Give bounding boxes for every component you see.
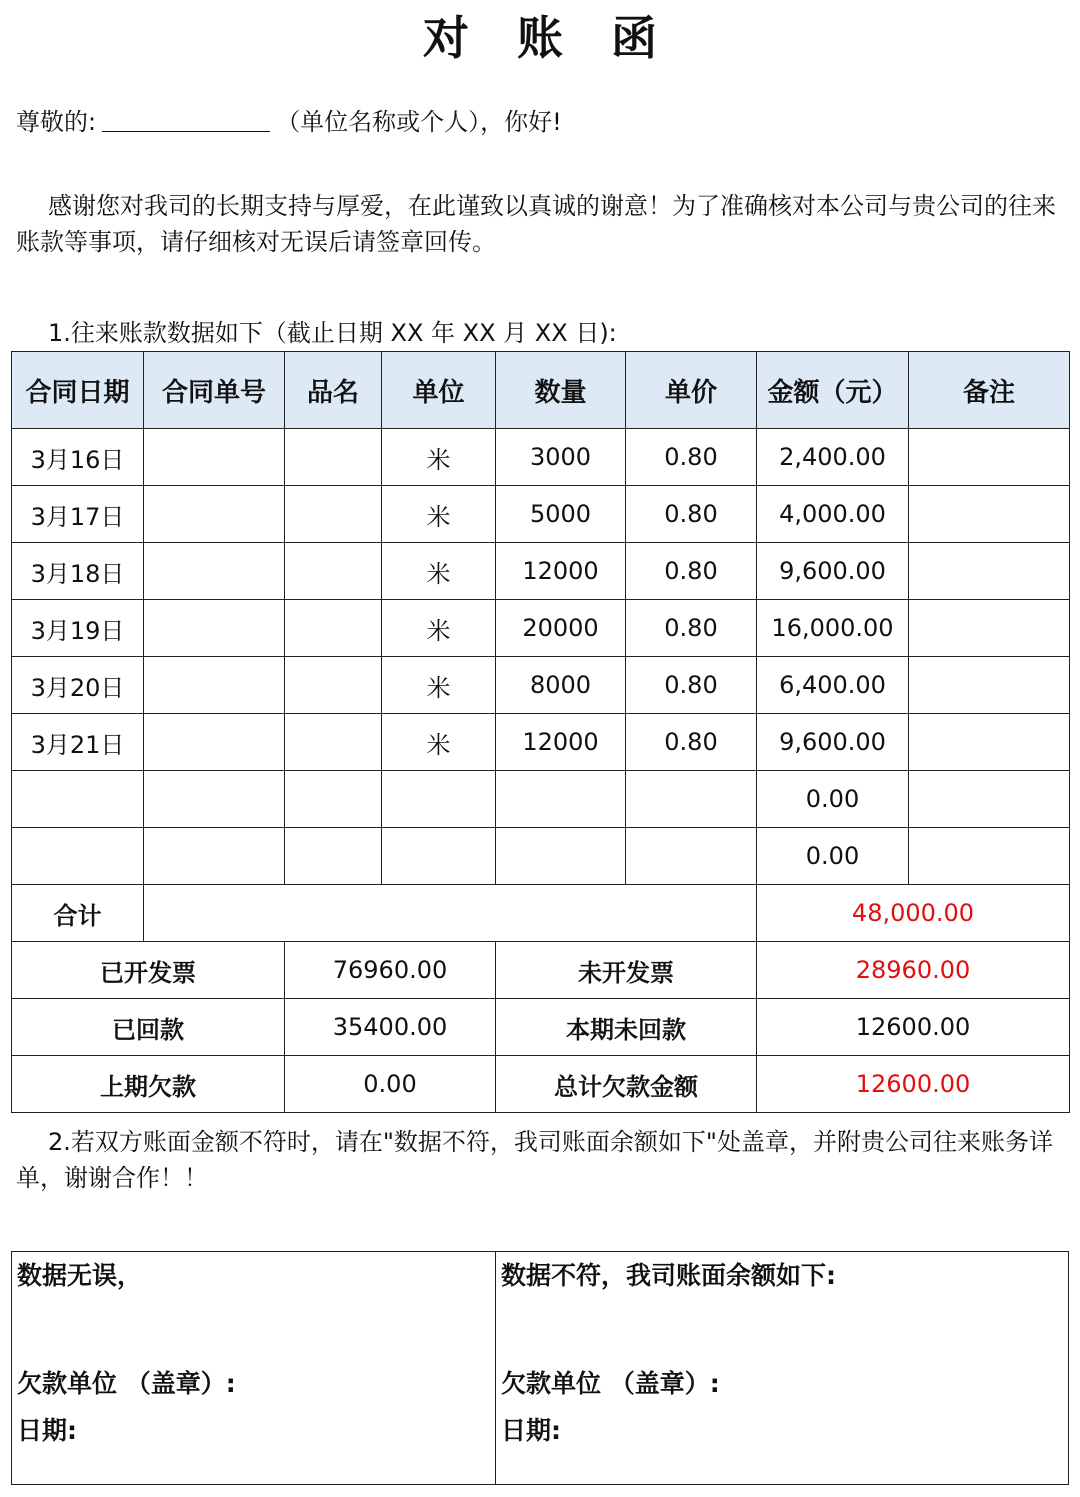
header-unit: 单位	[382, 352, 496, 429]
recipient-blank[interactable]	[102, 106, 270, 132]
cell-remarks	[909, 714, 1070, 771]
cell-unit-price: 0.80	[626, 486, 757, 543]
greeting-suffix: （单位名称或个人），你好!	[276, 108, 562, 136]
cell-product-name	[285, 657, 382, 714]
header-amount: 金额（元）	[757, 352, 909, 429]
correct-heading: 数据无误，	[17, 1261, 143, 1290]
cell-remarks	[909, 771, 1070, 828]
cell-contract-no	[144, 543, 285, 600]
table-row	[12, 429, 1070, 486]
table-row	[12, 771, 1070, 828]
total-spacer	[144, 885, 757, 942]
cell-quantity: 3000	[496, 429, 626, 486]
total-row	[12, 885, 1070, 942]
invoiced-value: 76960.00	[285, 942, 496, 999]
cell-unit-price: 0.80	[626, 657, 757, 714]
cell-remarks	[909, 543, 1070, 600]
dispute-panel[interactable]	[496, 1252, 1067, 1484]
cell-product-name	[285, 600, 382, 657]
date-label: 日期:	[17, 1416, 77, 1445]
cell-unit-price: 0.80	[626, 714, 757, 771]
table-row	[12, 600, 1070, 657]
cell-amount: 0.00	[757, 771, 909, 828]
cell-quantity: 8000	[496, 657, 626, 714]
cell-product-name	[285, 771, 382, 828]
cell-quantity: 12000	[496, 543, 626, 600]
debtor-seal-label: 欠款单位 （盖章）:	[501, 1369, 720, 1398]
cell-unit	[382, 828, 496, 885]
summary-row	[12, 1056, 1070, 1113]
prior-debt-value: 0.00	[285, 1056, 496, 1113]
unreceived-label: 本期未回款	[496, 999, 757, 1056]
cell-quantity: 12000	[496, 714, 626, 771]
cell-contract-date: 3月17日	[12, 486, 144, 543]
table-header-row	[12, 352, 1070, 429]
debtor-seal-label: 欠款单位 （盖章）:	[17, 1369, 236, 1398]
table-row	[12, 486, 1070, 543]
cell-remarks	[909, 828, 1070, 885]
received-label: 已回款	[12, 999, 285, 1056]
section1-heading: 1.往来账款数据如下（截止日期 XX 年 XX 月 XX 日):	[48, 319, 617, 347]
total-debt-value: 12600.00	[757, 1056, 1070, 1113]
cell-contract-date: 3月20日	[12, 657, 144, 714]
cell-amount: 4,000.00	[757, 486, 909, 543]
cell-contract-date: 3月21日	[12, 714, 144, 771]
greeting-line	[16, 104, 562, 140]
cell-amount: 16,000.00	[757, 600, 909, 657]
signature-box	[11, 1251, 1069, 1485]
cell-unit-price: 0.80	[626, 543, 757, 600]
cell-contract-date: 3月18日	[12, 543, 144, 600]
cell-unit-price: 0.80	[626, 600, 757, 657]
unreceived-value: 12600.00	[757, 999, 1070, 1056]
cell-contract-no	[144, 600, 285, 657]
cell-contract-date	[12, 771, 144, 828]
header-remarks: 备注	[909, 352, 1070, 429]
cell-remarks	[909, 486, 1070, 543]
header-product-name: 品名	[285, 352, 382, 429]
header-quantity: 数量	[496, 352, 626, 429]
date-label: 日期:	[501, 1416, 561, 1445]
cell-contract-no	[144, 828, 285, 885]
total-label: 合计	[12, 885, 144, 942]
ledger-table	[11, 351, 1070, 1113]
cell-amount: 0.00	[757, 828, 909, 885]
cell-contract-no	[144, 429, 285, 486]
cell-unit-price	[626, 828, 757, 885]
received-value: 35400.00	[285, 999, 496, 1056]
cell-quantity	[496, 771, 626, 828]
cell-unit: 米	[382, 714, 496, 771]
cell-unit: 米	[382, 486, 496, 543]
page-title: 对账函	[423, 11, 705, 65]
cell-amount: 9,600.00	[757, 543, 909, 600]
cell-contract-no	[144, 771, 285, 828]
dispute-heading: 数据不符，我司账面余额如下:	[501, 1261, 836, 1290]
cell-remarks	[909, 600, 1070, 657]
cell-quantity: 5000	[496, 486, 626, 543]
header-contract-no: 合同单号	[144, 352, 285, 429]
cell-amount: 9,600.00	[757, 714, 909, 771]
cell-contract-no	[144, 486, 285, 543]
cell-unit: 米	[382, 657, 496, 714]
summary-row	[12, 999, 1070, 1056]
table-row	[12, 828, 1070, 885]
cell-contract-date: 3月16日	[12, 429, 144, 486]
cell-unit: 米	[382, 600, 496, 657]
total-debt-label: 总计欠款金额	[496, 1056, 757, 1113]
cell-quantity: 20000	[496, 600, 626, 657]
table-row	[12, 657, 1070, 714]
total-value: 48,000.00	[757, 885, 1070, 942]
cell-quantity	[496, 828, 626, 885]
cell-unit-price: 0.80	[626, 429, 757, 486]
cell-amount: 2,400.00	[757, 429, 909, 486]
cell-product-name	[285, 828, 382, 885]
intro-paragraph: 感谢您对我司的长期支持与厚爱，在此谨致以真诚的谢意！为了准确核对本公司与贵公司的往来账款等事项，请仔细核对无误后请签章回传。	[16, 192, 1056, 256]
table-row	[12, 543, 1070, 600]
cell-unit	[382, 771, 496, 828]
cell-product-name	[285, 714, 382, 771]
header-unit-price: 单价	[626, 352, 757, 429]
uninvoiced-label: 未开发票	[496, 942, 757, 999]
cell-remarks	[909, 657, 1070, 714]
section2-paragraph: 2.若双方账面金额不符时，请在"数据不符，我司账面余额如下"处盖章，并附贵公司往来账务详单，谢谢合作！！	[16, 1128, 1053, 1192]
cell-product-name	[285, 486, 382, 543]
cell-product-name	[285, 543, 382, 600]
cell-unit: 米	[382, 429, 496, 486]
cell-product-name	[285, 429, 382, 486]
table-row	[12, 714, 1070, 771]
header-contract-date: 合同日期	[12, 352, 144, 429]
greeting-prefix: 尊敬的:	[16, 108, 97, 136]
cell-contract-no	[144, 657, 285, 714]
summary-row	[12, 942, 1070, 999]
uninvoiced-value: 28960.00	[757, 942, 1070, 999]
cell-contract-date	[12, 828, 144, 885]
cell-remarks	[909, 429, 1070, 486]
cell-unit: 米	[382, 543, 496, 600]
prior-debt-label: 上期欠款	[12, 1056, 285, 1113]
confirm-correct-panel[interactable]	[12, 1252, 496, 1484]
cell-contract-no	[144, 714, 285, 771]
invoiced-label: 已开发票	[12, 942, 285, 999]
cell-contract-date: 3月19日	[12, 600, 144, 657]
cell-unit-price	[626, 771, 757, 828]
cell-amount: 6,400.00	[757, 657, 909, 714]
